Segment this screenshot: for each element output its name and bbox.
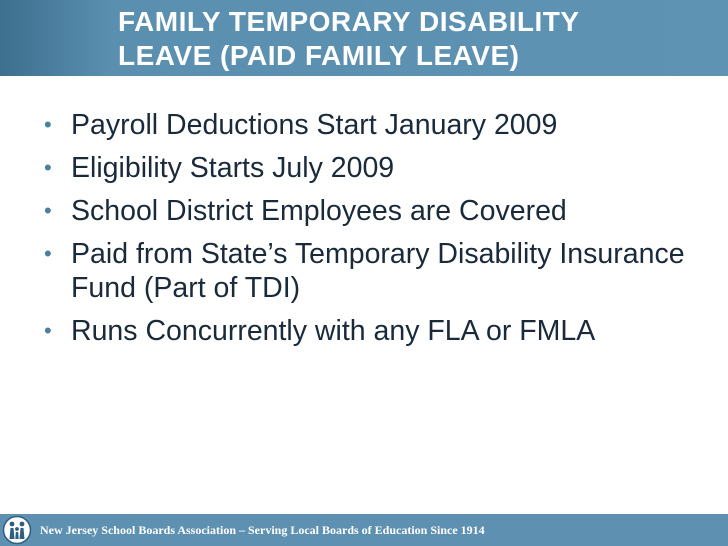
family-logo-icon (2, 515, 32, 545)
bullet-text: Payroll Deductions Start January 2009 (71, 109, 558, 141)
footer-bar (0, 514, 728, 546)
title-bar (0, 0, 728, 76)
bullet-list (40, 108, 710, 357)
bullet-icon: • (44, 112, 52, 137)
bullet-text: Runs Concurrently with any FLA or FMLA (71, 315, 596, 347)
bullet-icon: • (44, 155, 52, 180)
bullet-text: Eligibility Starts July 2009 (71, 152, 395, 184)
slide-title-line-2: LEAVE (PAID FAMILY LEAVE) (118, 40, 520, 71)
bullet-icon: • (44, 318, 52, 343)
bullet-item (40, 314, 710, 348)
bullet-icon: • (44, 241, 52, 266)
bullet-text: School District Employees are Covered (71, 195, 567, 227)
bullet-item (40, 151, 710, 185)
footer-text: New Jersey School Boards Association – Serving Local Boards of Education Since 1914 (40, 523, 485, 537)
bullet-item (40, 108, 710, 142)
bullet-icon: • (44, 198, 52, 223)
bullet-text: Paid from State’s Temporary Disability Insurance Fund (Part of TDI) (71, 238, 685, 304)
slide-title-line-1: FAMILY TEMPORARY DISABILITY (118, 6, 580, 37)
bullet-item (40, 237, 710, 305)
bullet-item (40, 194, 710, 228)
